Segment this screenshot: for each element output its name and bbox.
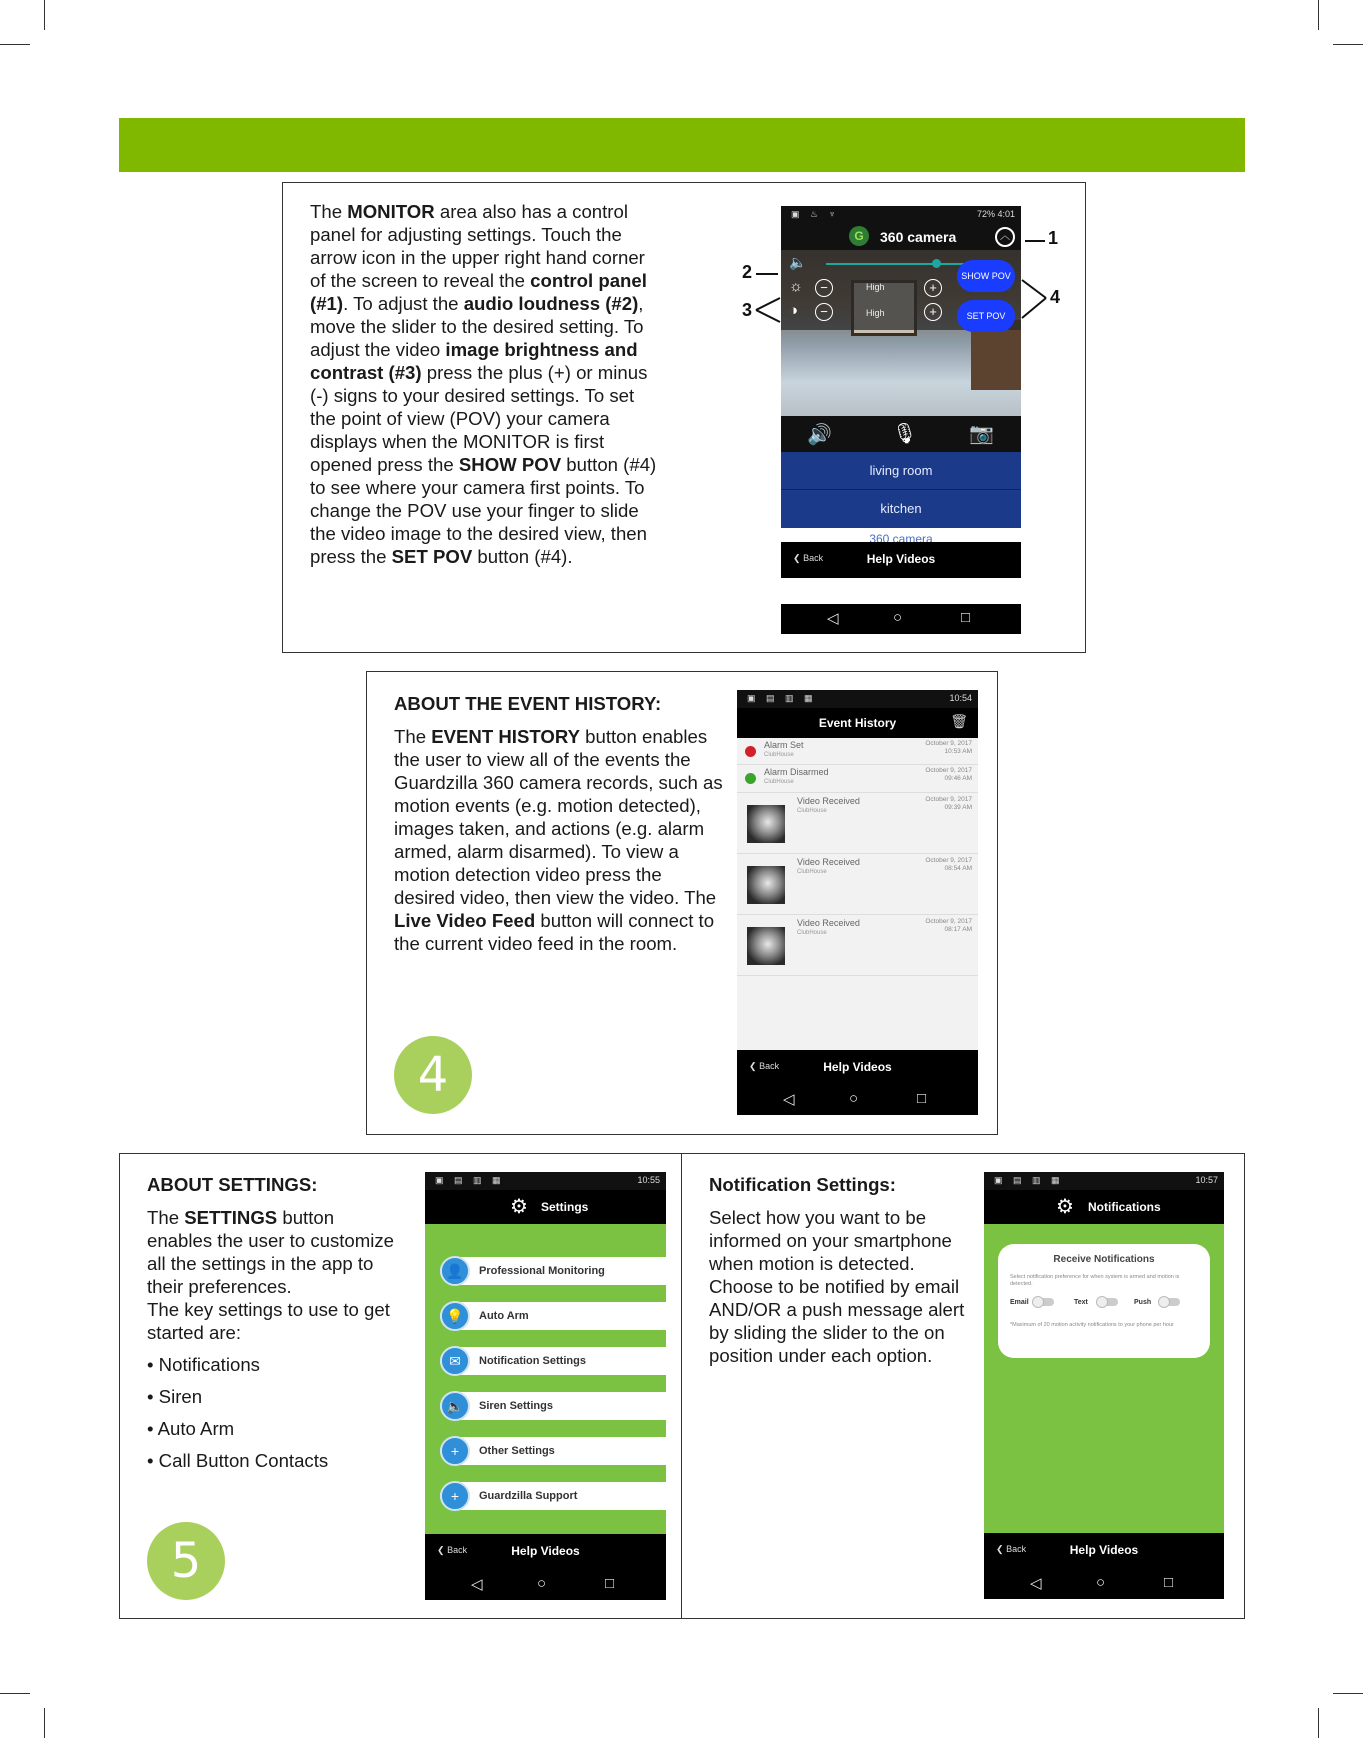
settings-item-label: Auto Arm bbox=[479, 1310, 529, 1322]
event-title: Video Received bbox=[797, 857, 860, 867]
user-icon: 👤 bbox=[440, 1256, 470, 1286]
room-360-camera[interactable]: 360 camera bbox=[781, 528, 1021, 542]
bulb-icon: 💡 bbox=[440, 1301, 470, 1331]
page-badge-5: 5 bbox=[147, 1522, 225, 1600]
volume-icon: 🔈 bbox=[789, 254, 807, 270]
settings-bullet: • Call Button Contacts bbox=[147, 1450, 329, 1471]
settings-item-label: Notification Settings bbox=[479, 1355, 586, 1367]
room-kitchen[interactable]: kitchen bbox=[781, 490, 1021, 528]
video-thumbnail bbox=[747, 927, 785, 965]
bold-run: SETTINGS bbox=[184, 1207, 278, 1228]
volume-slider-handle[interactable] bbox=[932, 259, 941, 268]
text-run: button will connect to the current video feed in the room. bbox=[394, 910, 715, 954]
status-bar bbox=[425, 1172, 666, 1190]
settings-title: Settings bbox=[541, 1200, 589, 1214]
crop-mark bbox=[1318, 1708, 1319, 1738]
contrast-level: High bbox=[866, 308, 885, 318]
settings-bullet: • Notifications bbox=[147, 1354, 260, 1375]
gear-icon: ⚙ bbox=[1056, 1196, 1074, 1218]
crop-mark bbox=[44, 0, 45, 30]
notifications-title-bar bbox=[984, 1190, 1224, 1224]
help-bar bbox=[781, 542, 1021, 578]
toggle-knob bbox=[1096, 1296, 1108, 1308]
brightness-level: High bbox=[866, 282, 885, 292]
show-pov-button[interactable]: SHOW POV bbox=[957, 260, 1015, 292]
text-run: button (#4) to see where your camera first points. To change the POV use your finger to slide the video image to the desired view, then press the bbox=[310, 454, 657, 567]
monitor-phone-screenshot bbox=[781, 206, 1021, 634]
android-nav-bar bbox=[737, 1085, 978, 1115]
email-label: Email bbox=[1010, 1299, 1029, 1306]
chevron-left-icon: ❮ bbox=[793, 553, 801, 563]
list-item[interactable] bbox=[737, 854, 978, 915]
event-title: Video Received bbox=[797, 796, 860, 806]
help-videos-link[interactable]: Help Videos bbox=[1069, 1543, 1139, 1557]
push-label: Push bbox=[1134, 1299, 1152, 1306]
text-run: button (#4). bbox=[472, 546, 573, 567]
status-icons: ▣ ▤ ▥ ▦ bbox=[994, 1175, 1064, 1185]
text-run: The bbox=[394, 726, 432, 747]
video-thumbnail bbox=[747, 866, 785, 904]
back-label: Back bbox=[1006, 1544, 1027, 1554]
crop-mark bbox=[0, 1693, 30, 1694]
status-right: 10:55 bbox=[637, 1175, 660, 1185]
event-date bbox=[925, 767, 972, 783]
status-right: 10:57 bbox=[1195, 1175, 1218, 1185]
text-run: press the plus (+) or minus (-) signs to your desired settings. To set the point of view (POV) your camera displays when the MONITOR is first opened press the bbox=[310, 362, 648, 475]
android-nav-bar bbox=[781, 604, 1021, 634]
status-bar bbox=[737, 690, 978, 708]
event-date-line: October 9, 2017 bbox=[925, 918, 972, 925]
event-date-line: October 9, 2017 bbox=[925, 767, 972, 774]
crop-mark bbox=[0, 44, 30, 45]
chevron-left-icon: ❮ bbox=[996, 1544, 1004, 1554]
text-toggle[interactable] bbox=[1098, 1298, 1118, 1306]
bold-run: Live Video Feed bbox=[394, 910, 536, 931]
status-icons: ▣ ♨ ♆ bbox=[791, 209, 840, 219]
nav-recents-icon[interactable]: □ bbox=[1164, 1574, 1174, 1591]
list-item[interactable] bbox=[737, 793, 978, 854]
back-label: Back bbox=[447, 1545, 468, 1555]
event-time: 08:54 AM bbox=[944, 865, 972, 872]
event-date-line: October 9, 2017 bbox=[925, 740, 972, 747]
text-run: , move the slider to the desired setting. To adjust the video bbox=[310, 293, 644, 360]
settings-title-bar bbox=[425, 1190, 666, 1224]
settings-heading: ABOUT SETTINGS: bbox=[147, 1174, 318, 1195]
event-title: Alarm Set bbox=[764, 740, 804, 750]
alarm-set-dot-icon bbox=[745, 746, 756, 757]
help-videos-link[interactable]: Help Videos bbox=[511, 1544, 580, 1558]
bold-run: EVENT HISTORY bbox=[431, 726, 580, 747]
help-videos-link[interactable]: Help Videos bbox=[823, 1060, 892, 1074]
event-time: 10:53 AM bbox=[944, 748, 972, 755]
crop-mark bbox=[44, 1708, 45, 1738]
android-nav-bar bbox=[984, 1569, 1224, 1599]
crop-mark bbox=[1318, 0, 1319, 30]
back-label: Back bbox=[759, 1061, 780, 1071]
speaker-icon[interactable]: 🔊 bbox=[807, 424, 832, 446]
notifications-text bbox=[709, 1173, 971, 1367]
set-pov-button[interactable]: SET POV bbox=[957, 300, 1015, 332]
envelope-icon: ✉ bbox=[440, 1346, 470, 1376]
help-videos-link[interactable]: Help Videos bbox=[866, 552, 936, 566]
help-bar bbox=[984, 1533, 1224, 1569]
camera-title-bar bbox=[781, 224, 1021, 250]
settings-phone-screenshot bbox=[425, 1172, 666, 1600]
nav-recents-icon[interactable]: □ bbox=[605, 1575, 615, 1592]
nav-back-icon[interactable]: ◁ bbox=[783, 1091, 795, 1108]
nav-back-icon[interactable]: ◁ bbox=[471, 1576, 483, 1593]
trash-icon[interactable]: 🗑 bbox=[950, 713, 968, 729]
bold-run: image brightness and contrast (#3) bbox=[310, 339, 638, 383]
callout-2-line bbox=[756, 273, 778, 275]
event-location: ClubHouse bbox=[797, 869, 827, 875]
android-nav-bar bbox=[425, 1570, 666, 1600]
text-run: The bbox=[147, 1207, 185, 1228]
settings-paragraph bbox=[147, 1206, 397, 1344]
brightness-minus-button[interactable]: − bbox=[815, 279, 833, 297]
nav-home-icon[interactable]: ○ bbox=[849, 1090, 859, 1107]
event-date bbox=[925, 857, 972, 873]
status-icons: ▣ ▤ ▥ ▦ bbox=[747, 693, 817, 703]
event-date bbox=[925, 796, 972, 812]
push-toggle[interactable] bbox=[1160, 1298, 1180, 1306]
speaker-icon: 🔈 bbox=[440, 1391, 470, 1421]
camera-icon[interactable]: 📷 bbox=[969, 423, 994, 445]
settings-item-notification-settings[interactable] bbox=[440, 1347, 666, 1375]
status-bar bbox=[781, 206, 1021, 224]
list-item[interactable] bbox=[737, 765, 978, 793]
crop-mark bbox=[1333, 44, 1363, 45]
settings-item-guardzilla-support[interactable] bbox=[440, 1482, 666, 1510]
media-controls-bar bbox=[781, 416, 1021, 452]
callout-3-lines bbox=[754, 296, 784, 326]
list-item[interactable] bbox=[737, 915, 978, 976]
camera-title: 360 camera bbox=[880, 229, 957, 245]
settings-item-label: Other Settings bbox=[479, 1445, 555, 1457]
room-living-room[interactable]: living room bbox=[781, 452, 1021, 490]
event-location: ClubHouse bbox=[764, 779, 794, 785]
nav-home-icon[interactable]: ○ bbox=[537, 1575, 547, 1592]
notifications-phone-screenshot bbox=[984, 1172, 1224, 1599]
gear-icon: ⚙ bbox=[510, 1196, 528, 1218]
event-time: 08:17 AM bbox=[944, 926, 972, 933]
event-time: 09:39 AM bbox=[944, 804, 972, 811]
nav-recents-icon[interactable]: □ bbox=[917, 1090, 927, 1107]
settings-item-label: Guardzilla Support bbox=[479, 1490, 578, 1502]
bold-run: control panel (#1) bbox=[310, 270, 647, 314]
help-bar bbox=[737, 1050, 978, 1086]
text-label: Text bbox=[1074, 1299, 1088, 1306]
status-icons: ▣ ▤ ▥ ▦ bbox=[435, 1175, 505, 1185]
back-label: Back bbox=[803, 553, 824, 563]
callout-1: 1 bbox=[1048, 228, 1059, 248]
card-description: Select notification preference for when system is armed and motion is detected. bbox=[1010, 1274, 1180, 1287]
help-bar bbox=[425, 1534, 666, 1570]
brightness-icon: ☼ bbox=[789, 278, 803, 295]
page-badge-4: 4 bbox=[394, 1036, 472, 1114]
text-run: area also has a control panel for adjusting settings. Touch the arrow icon in the upper right hand corner of the screen to reveal the bbox=[310, 201, 645, 291]
card-title: Receive Notifications bbox=[1053, 1254, 1155, 1265]
event-time: 09:46 AM bbox=[944, 775, 972, 782]
contrast-icon: ◑ bbox=[789, 302, 799, 319]
settings-item-professional-monitoring[interactable] bbox=[440, 1257, 666, 1285]
nav-home-icon[interactable]: ○ bbox=[1096, 1574, 1106, 1591]
plus-icon: + bbox=[440, 1436, 470, 1466]
contrast-plus-button[interactable]: + bbox=[924, 303, 942, 321]
nav-recents-icon[interactable]: □ bbox=[961, 609, 971, 626]
event-date-line: October 9, 2017 bbox=[925, 857, 972, 864]
callout-3: 3 bbox=[742, 300, 753, 320]
text-run: button enables the user to view all of the events the Guardzilla 360 camera records, such as motion events (e.g. motion detected), images taken, and actions (e.g. alarm armed, alarm disarmed). To view a motion detection video press the desired video, then view the video. The bbox=[394, 726, 723, 908]
event-location: ClubHouse bbox=[797, 930, 827, 936]
event-location: ClubHouse bbox=[797, 808, 827, 814]
callout-1-line bbox=[1025, 240, 1045, 242]
email-toggle[interactable] bbox=[1034, 1298, 1054, 1306]
contrast-minus-button[interactable]: − bbox=[815, 303, 833, 321]
status-right: 10:54 bbox=[949, 693, 972, 703]
callout-4-lines bbox=[1018, 276, 1048, 322]
card-footnote: *Maximum of 20 motion activity notifications to your phone per hour bbox=[1010, 1322, 1174, 1328]
monitor-text bbox=[310, 200, 660, 568]
settings-bullet: • Auto Arm bbox=[147, 1418, 235, 1439]
text-run: . To adjust the bbox=[343, 293, 464, 314]
settings-item-label: Siren Settings bbox=[479, 1400, 553, 1412]
event-title: Video Received bbox=[797, 918, 860, 928]
notifications-heading: Notification Settings: bbox=[709, 1174, 896, 1195]
bold-run: audio loudness (#2) bbox=[463, 293, 639, 314]
crop-mark bbox=[1333, 1693, 1363, 1694]
toggle-knob bbox=[1032, 1296, 1044, 1308]
plus-icon: + bbox=[440, 1481, 470, 1511]
event-history-heading: ABOUT THE EVENT HISTORY: bbox=[394, 693, 662, 714]
nav-back-icon[interactable]: ◁ bbox=[827, 610, 839, 627]
status-right: 72% 4:01 bbox=[976, 209, 1015, 219]
bold-run: SHOW POV bbox=[458, 454, 562, 475]
toggle-knob bbox=[1158, 1296, 1170, 1308]
alarm-disarmed-dot-icon bbox=[745, 773, 756, 784]
chevron-left-icon: ❮ bbox=[749, 1061, 757, 1071]
event-history-text bbox=[394, 692, 724, 955]
chevron-left-icon: ❮ bbox=[437, 1545, 445, 1555]
event-history-phone-screenshot bbox=[737, 690, 978, 1115]
status-bar bbox=[984, 1172, 1224, 1190]
settings-text bbox=[147, 1173, 397, 1481]
brightness-plus-button[interactable]: + bbox=[924, 279, 942, 297]
bold-run: SET POV bbox=[391, 546, 473, 567]
video-thumbnail bbox=[747, 805, 785, 843]
event-date bbox=[925, 918, 972, 934]
text-run: The key settings to use to get started are: bbox=[147, 1299, 390, 1343]
notifications-card bbox=[998, 1244, 1210, 1358]
header-band bbox=[119, 118, 1245, 172]
callout-4: 4 bbox=[1050, 287, 1061, 307]
callout-2: 2 bbox=[742, 262, 753, 282]
nav-back-icon[interactable]: ◁ bbox=[1030, 1575, 1042, 1592]
settings-item-siren-settings[interactable] bbox=[440, 1392, 666, 1420]
notifications-title: Notifications bbox=[1088, 1200, 1161, 1214]
nav-home-icon[interactable]: ○ bbox=[893, 609, 903, 626]
volume-slider[interactable] bbox=[826, 263, 981, 265]
settings-item-label: Professional Monitoring bbox=[479, 1265, 605, 1277]
bold-run: MONITOR bbox=[347, 201, 435, 222]
event-history-title-bar bbox=[737, 708, 978, 738]
settings-item-auto-arm[interactable] bbox=[440, 1302, 666, 1330]
event-title: Alarm Disarmed bbox=[764, 767, 829, 777]
settings-item-other-settings[interactable] bbox=[440, 1437, 666, 1465]
event-location: ClubHouse bbox=[764, 752, 794, 758]
guardzilla-logo-icon: G bbox=[849, 226, 869, 246]
microphone-icon[interactable]: 🎙 bbox=[892, 423, 918, 445]
event-date bbox=[925, 740, 972, 756]
event-date-line: October 9, 2017 bbox=[925, 796, 972, 803]
text-run: The bbox=[310, 201, 348, 222]
collapse-arrow-icon[interactable]: ︿ bbox=[995, 227, 1015, 247]
settings-bullet: • Siren bbox=[147, 1386, 203, 1407]
list-item[interactable] bbox=[737, 738, 978, 765]
settings-divider bbox=[681, 1153, 682, 1619]
notifications-body: Select how you want to be informed on your smartphone when motion is detected. Choose to be notified by email AND/OR a push message alert by sliding the slider to the on position under each option. bbox=[709, 1207, 965, 1366]
event-history-title: Event History bbox=[818, 716, 897, 730]
text-run: button enables the user to customize all the settings in the app to their preferences. bbox=[147, 1207, 395, 1297]
